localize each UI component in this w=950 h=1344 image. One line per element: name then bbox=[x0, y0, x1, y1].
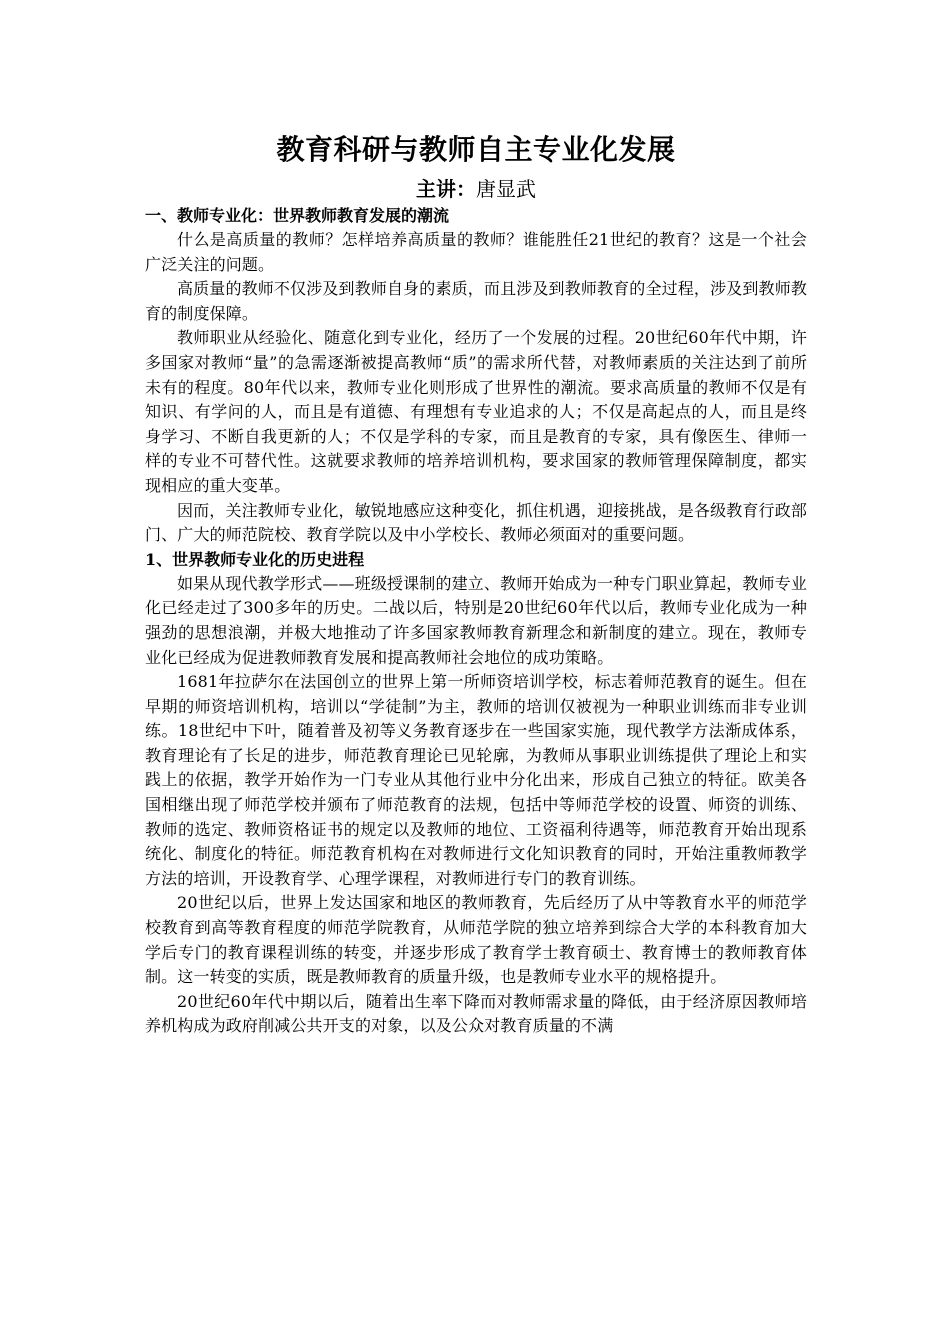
paragraph: 1681年拉萨尔在法国创立的世界上第一所师资培训学校，标志着师范教育的诞生。但在早期的师资培训机构，培训以“学徒制”为主，教师的培训仅被视为一种职业训练而非专业训练。18世纪中下叶，随着普及初等义务教育逐步在一些国家实施，现代教学方法渐成体系，教育理论有了长足的进步，师范教育理论已见轮廓，为教师从事职业训练提供了理论上和实践上的依据，教学开始作为一门专业从其他行业中分化出来，形成自己独立的特征。欧美各国相继出现了师范学校并颁布了师范教育的法规，包括中等师范学校的设置、师资的训练、教师的选定、教师资格证书的规定以及教师的地位、工资福利待遇等，师范教育开始出现系统化、制度化的特征。师范教育机构在对教师进行文化知识教育的同时，开始注重教师教学方法的培训，开设教育学、心理学课程，对教师进行专门的教育训练。 bbox=[145, 672, 807, 888]
section-heading: 一、教师专业化：世界教师教育发展的潮流 bbox=[145, 206, 450, 225]
speaker-label: 主讲： bbox=[416, 177, 476, 201]
paragraph: 20世纪60年代中期以后，随着出生率下降而对教师需求量的降低，由于经济原因教师培养机构成为政府削减公共开支的对象，以及公众对教育质量的不满 bbox=[145, 991, 807, 1036]
document-page bbox=[145, 128, 807, 1039]
paragraph: 如果从现代教学形式——班级授课制的建立、教师开始成为一种专门职业算起，教师专业化已经走过了300多年的历史。二战以后，特别是20世纪60年代以后，教师专业化成为一种强劲的思想浪潮，并极大地推动了许多国家教师教育新理念和新制度的建立。现在，教师专业化已经成为促进教师教育发展和提高教师社会地位的成功策略。 bbox=[145, 573, 807, 667]
speaker-name: 唐显武 bbox=[476, 177, 536, 201]
paragraph: 高质量的教师不仅涉及到教师自身的素质，而且涉及到教师教育的全过程，涉及到教师教育的制度保障。 bbox=[145, 279, 807, 323]
paragraph: 因而，关注教师专业化，敏锐地感应这种变化，抓住机遇，迎接挑战，是各级教育行政部门、广大的师范院校、教育学院以及中小学校长、教师必须面对的重要问题。 bbox=[145, 500, 807, 545]
paragraph: 20世纪以后，世界上发达国家和地区的教师教育，先后经历了从中等教育水平的师范学校教育到高等教育程度的师范学院教育，从师范学院的独立培养到综合大学的本科教育加大学后专门的教育课程训练的转变，并逐步形成了教育学士教育硕士、教育博士的教师教育体制。这一转变的实质，既是教师教育的质量升级，也是教师专业水平的规格提升。 bbox=[145, 893, 807, 987]
paragraph: 什么是高质量的教师？怎样培养高质量的教师？谁能胜任21世纪的教育？这是一个社会广泛关注的问题。 bbox=[145, 230, 807, 274]
subsection-heading: 1、世界教师专业化的历史进程 bbox=[145, 549, 365, 569]
document-title: 教育科研与教师自主专业化发展 bbox=[276, 133, 676, 166]
document-subtitle bbox=[145, 174, 807, 204]
paragraph: 教师职业从经验化、随意化到专业化，经历了一个发展的过程。20世纪60年代中期，许多国家对教师“量”的急需逐渐被提高教师“质”的需求所代替，对教师素质的关注达到了前所未有的程度。80年代以来，教师专业化则形成了世界性的潮流。要求高质量的教师不仅是有知识、有学问的人，而且是有道德、有理想有专业追求的人；不仅是高起点的人，而且是终身学习、不断自我更新的人；不仅是学科的专家，而且是教育的专家，具有像医生、律师一样的专业不可替代性。这就要求教师的培养培训机构，要求国家的教师管理保障制度，都实现相应的重大变革。 bbox=[145, 328, 807, 495]
